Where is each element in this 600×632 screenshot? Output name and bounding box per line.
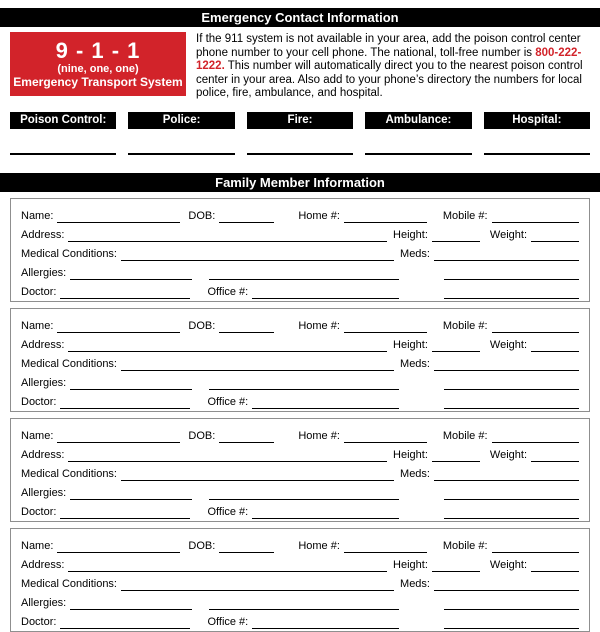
medical-conditions-fill-line[interactable] [121, 249, 394, 261]
doctor-label: Doctor: [21, 505, 57, 518]
member-row-3 [21, 463, 579, 481]
meds-fill-line[interactable] [434, 579, 579, 591]
dob-fill-line[interactable] [219, 211, 274, 223]
member-row-1 [21, 205, 579, 223]
poison-control-fill-line[interactable] [10, 153, 116, 155]
address-fill-line[interactable] [68, 230, 387, 242]
medical-conditions-fill-line[interactable] [121, 359, 394, 371]
nine-one-one-caption: Emergency Transport System [13, 74, 183, 89]
dob-label: DOB: [188, 319, 216, 332]
office-phone-label: Office #: [207, 285, 249, 298]
home-phone-label: Home #: [298, 429, 340, 442]
address-label: Address: [21, 228, 65, 241]
office-phone-fill-line[interactable] [252, 397, 399, 409]
member-row-2 [21, 334, 579, 352]
family-section-title: Family Member Information [215, 174, 385, 190]
doctor-fill-line[interactable] [60, 507, 190, 519]
office-phone-fill-line[interactable] [252, 287, 399, 299]
mobile-phone-label: Mobile #: [442, 429, 488, 442]
weight-label: Weight: [489, 228, 527, 241]
contact-label-poison-control: Poison Control: [10, 112, 116, 129]
family-member-block-2 [10, 308, 590, 412]
meds-label: Meds: [400, 357, 430, 370]
allergies-fill-line[interactable] [70, 488, 192, 500]
family-member-block-4 [10, 528, 590, 632]
police-fill-line[interactable] [128, 153, 234, 155]
meds-fill-line[interactable] [434, 359, 579, 371]
doctor-fill-line[interactable] [60, 287, 190, 299]
weight-fill-line[interactable] [531, 230, 579, 242]
dob-label: DOB: [188, 429, 216, 442]
address-label: Address: [21, 338, 65, 351]
member-row-5 [21, 281, 579, 299]
address-fill-line[interactable] [68, 340, 387, 352]
member-row-1 [21, 535, 579, 553]
name-label: Name: [21, 209, 54, 222]
member-row-4 [21, 262, 579, 280]
weight-label: Weight: [489, 448, 527, 461]
member-row-3 [21, 243, 579, 261]
family-member-block-3 [10, 418, 590, 522]
medical-conditions-label: Medical Conditions: [21, 247, 117, 260]
weight-fill-line[interactable] [531, 560, 579, 572]
height-label: Height: [393, 558, 428, 571]
medical-conditions-continued-fill-line[interactable] [209, 378, 399, 390]
mobile-phone-fill-line[interactable] [492, 211, 579, 223]
name-fill-line[interactable] [57, 431, 180, 443]
height-label: Height: [393, 228, 428, 241]
address-fill-line[interactable] [68, 450, 387, 462]
weight-fill-line[interactable] [531, 450, 579, 462]
height-fill-line[interactable] [432, 450, 480, 462]
medical-conditions-fill-line[interactable] [121, 579, 394, 591]
name-label: Name: [21, 539, 54, 552]
medical-conditions-fill-line[interactable] [121, 469, 394, 481]
home-phone-fill-line[interactable] [344, 431, 427, 443]
poison-control-phone-number: 800-222-1222. [196, 46, 582, 72]
doctor-label: Doctor: [21, 615, 57, 628]
weight-fill-line[interactable] [531, 340, 579, 352]
contact-labels-row [0, 112, 600, 129]
weight-label: Weight: [489, 558, 527, 571]
intro-section [0, 27, 600, 101]
address-label: Address: [21, 448, 65, 461]
mobile-phone-fill-line[interactable] [492, 541, 579, 553]
name-label: Name: [21, 429, 54, 442]
doctor-fill-line[interactable] [60, 397, 190, 409]
name-label: Name: [21, 319, 54, 332]
dob-label: DOB: [188, 209, 216, 222]
medical-conditions-continued-fill-line[interactable] [209, 488, 399, 500]
home-phone-fill-line[interactable] [344, 211, 427, 223]
doctor-label: Doctor: [21, 285, 57, 298]
member-row-2 [21, 224, 579, 242]
address-label: Address: [21, 558, 65, 571]
hospital-fill-line[interactable] [484, 153, 590, 155]
contact-label-hospital: Hospital: [484, 112, 590, 129]
contact-label-fire: Fire: [247, 112, 353, 129]
name-fill-line[interactable] [57, 321, 180, 333]
emergency-contact-header-bar [0, 8, 600, 27]
name-fill-line[interactable] [57, 541, 180, 553]
family-members [0, 192, 600, 632]
member-row-5 [21, 501, 579, 519]
dob-fill-line[interactable] [219, 321, 274, 333]
meds-fill-line[interactable] [434, 249, 579, 261]
home-phone-fill-line[interactable] [344, 321, 427, 333]
height-fill-line[interactable] [432, 560, 480, 572]
allergies-fill-line[interactable] [70, 598, 192, 610]
meds-continued-2-fill-line[interactable] [444, 397, 579, 409]
medical-conditions-label: Medical Conditions: [21, 467, 117, 480]
mobile-phone-fill-line[interactable] [492, 321, 579, 333]
height-fill-line[interactable] [432, 340, 480, 352]
allergies-label: Allergies: [21, 376, 67, 389]
home-phone-label: Home #: [298, 319, 340, 332]
mobile-phone-label: Mobile #: [442, 209, 488, 222]
contact-lines-row [0, 153, 600, 155]
mobile-phone-label: Mobile #: [442, 319, 488, 332]
height-label: Height: [393, 338, 428, 351]
dob-label: DOB: [188, 539, 216, 552]
mobile-phone-fill-line[interactable] [492, 431, 579, 443]
allergies-label: Allergies: [21, 596, 67, 609]
meds-label: Meds: [400, 247, 430, 260]
member-row-4 [21, 372, 579, 390]
height-label: Height: [393, 448, 428, 461]
nine-one-one-number: 9 - 1 - 1 [55, 37, 141, 63]
office-phone-label: Office #: [207, 395, 249, 408]
fire-fill-line[interactable] [247, 153, 353, 155]
contact-label-police: Police: [128, 112, 234, 129]
member-row-1 [21, 425, 579, 443]
member-row-1 [21, 315, 579, 333]
meds-continued-fill-line[interactable] [444, 488, 579, 500]
meds-continued-2-fill-line[interactable] [444, 287, 579, 299]
meds-continued-fill-line[interactable] [444, 598, 579, 610]
member-row-4 [21, 482, 579, 500]
intro-text-before: If the 911 system is not available in your area, add the poison control center phone number to your cell phone. The national, toll-free number is [196, 33, 581, 59]
family-member-block-1 [10, 198, 590, 302]
meds-fill-line[interactable] [434, 469, 579, 481]
dob-fill-line[interactable] [219, 431, 274, 443]
intro-paragraph [196, 32, 590, 101]
height-fill-line[interactable] [432, 230, 480, 242]
meds-continued-fill-line[interactable] [444, 378, 579, 390]
medical-conditions-label: Medical Conditions: [21, 357, 117, 370]
member-row-2 [21, 444, 579, 462]
member-row-5 [21, 391, 579, 409]
meds-label: Meds: [400, 577, 430, 590]
allergies-label: Allergies: [21, 486, 67, 499]
member-row-3 [21, 573, 579, 591]
member-row-2 [21, 554, 579, 572]
member-row-3 [21, 353, 579, 371]
member-row-5 [21, 611, 579, 629]
contact-label-ambulance: Ambulance: [365, 112, 471, 129]
home-phone-label: Home #: [298, 209, 340, 222]
nine-one-one-box [10, 32, 186, 96]
intro-text-after: This number will automatically direct you to the nearest poison control center in your area. Also add to your phone’s directory the numbers for local police, fire, ambulance, and hospital. [196, 60, 583, 99]
medical-conditions-label: Medical Conditions: [21, 577, 117, 590]
name-fill-line[interactable] [57, 211, 180, 223]
meds-label: Meds: [400, 467, 430, 480]
address-fill-line[interactable] [68, 560, 387, 572]
office-phone-fill-line[interactable] [252, 507, 399, 519]
ambulance-fill-line[interactable] [365, 153, 471, 155]
dob-fill-line[interactable] [219, 541, 274, 553]
nine-one-one-words: (nine, one, one) [57, 62, 139, 75]
doctor-label: Doctor: [21, 395, 57, 408]
home-phone-label: Home #: [298, 539, 340, 552]
office-phone-label: Office #: [207, 505, 249, 518]
office-phone-label: Office #: [207, 615, 249, 628]
meds-continued-fill-line[interactable] [444, 268, 579, 280]
allergies-label: Allergies: [21, 266, 67, 279]
mobile-phone-label: Mobile #: [442, 539, 488, 552]
page-title: Emergency Contact Information [201, 10, 399, 25]
meds-continued-2-fill-line[interactable] [444, 507, 579, 519]
family-member-header-bar [0, 173, 600, 192]
medical-conditions-continued-fill-line[interactable] [209, 268, 399, 280]
medical-conditions-continued-fill-line[interactable] [209, 598, 399, 610]
member-row-4 [21, 592, 579, 610]
allergies-fill-line[interactable] [70, 268, 192, 280]
home-phone-fill-line[interactable] [344, 541, 427, 553]
allergies-fill-line[interactable] [70, 378, 192, 390]
weight-label: Weight: [489, 338, 527, 351]
